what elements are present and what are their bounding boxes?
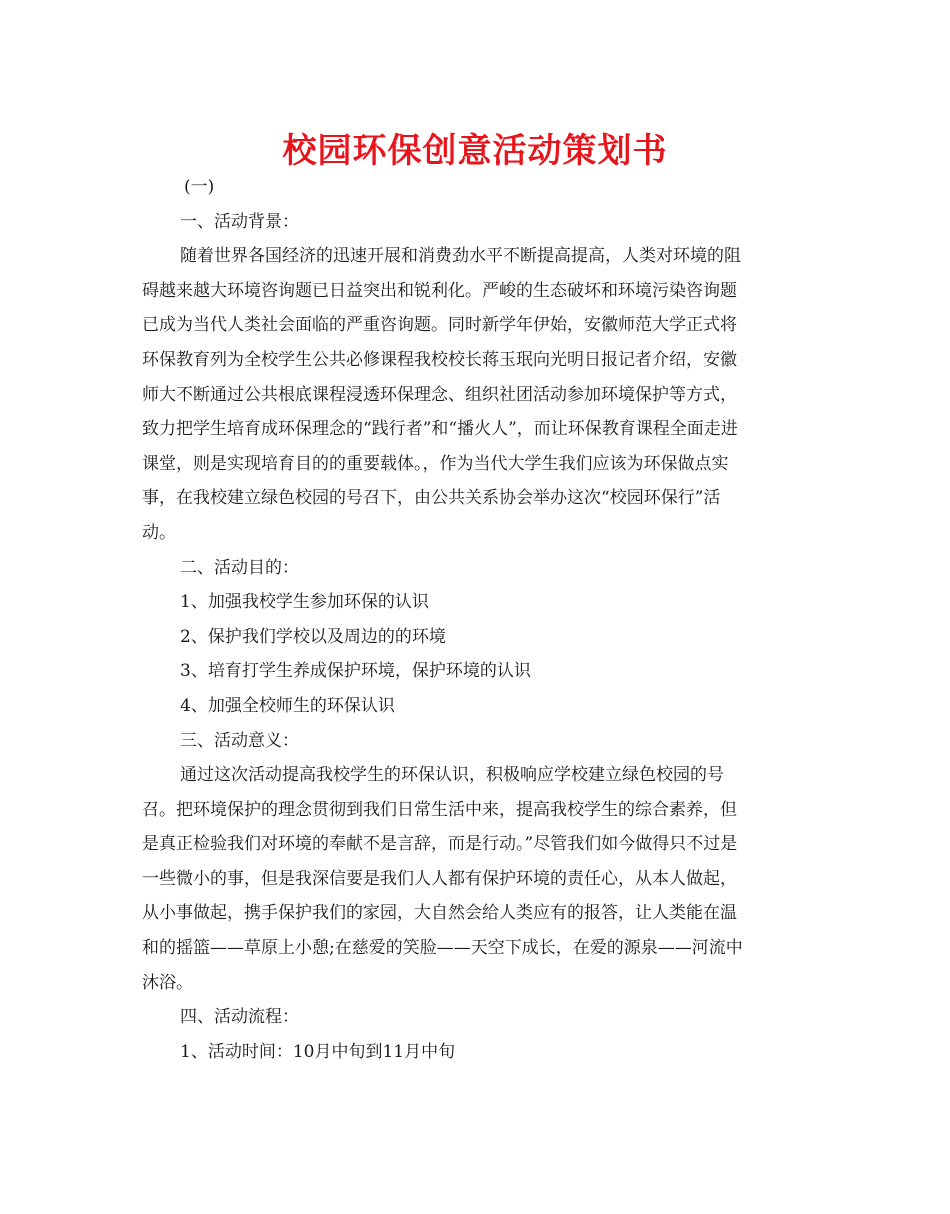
document-body	[142, 170, 810, 1069]
section-marker: (一)	[184, 177, 215, 197]
paragraph-line: 通过这次活动提高我校学生的环保认识，积极响应学校建立绿色校园的号	[180, 765, 724, 786]
heading-purpose: 二、活动目的：	[180, 557, 299, 578]
paragraph-line: 是真正检验我们对环境的奉献不是言辞，而是行动。”尽管我们如今做得只不过是	[142, 834, 738, 855]
paragraph-line: 已成为当代人类社会面临的严重咨询题。同时新学年伊始，安徽师范大学正式将	[142, 315, 737, 336]
paragraph-line: 一些微小的事，但是我深信要是我们人人都有保护环境的责任心，从本人做起，	[142, 868, 737, 889]
paragraph-line: 师大不断通过公共根底课程浸透环保理念、组织社团活动参加环境保护等方式，	[142, 384, 737, 405]
list-item: 3、培育打学生养成保护环境，保护环境的认识	[180, 661, 531, 682]
paragraph-line: 从小事做起，携手保护我们的家园，大自然会给人类应有的报答，让人类能在温	[142, 903, 737, 924]
paragraph-line: 课堂，则是实现培育目的的重要载体。，作为当代大学生我们应该为环保做点实	[142, 453, 729, 474]
list-item: 4、加强全校师生的环保认识	[180, 695, 395, 716]
heading-significance: 三、活动意义：	[180, 730, 299, 751]
heading-process: 四、活动流程：	[180, 1007, 299, 1028]
list-item: 1、加强我校学生参加环保的认识	[180, 592, 429, 613]
list-item: 2、保护我们学校以及周边的的环境	[180, 626, 446, 647]
paragraph-line: 沐浴。	[142, 972, 193, 993]
paragraph-line: 召。把环境保护的理念贯彻到我们日常生活中来，提高我校学生的综合素养，但	[142, 799, 737, 820]
list-item: 1、活动时间：10月中旬到11月中旬	[180, 1041, 456, 1062]
paragraph-line: 碍越来越大环境咨询题已日益突出和锐利化。严峻的生态破坏和环境污染咨询题	[142, 280, 737, 301]
document-title: 校园环保创意活动策划书	[282, 131, 668, 171]
paragraph-line: 致力把学生培育成环保理念的“践行者”和“播火人”，而让环保教育课程全面走进	[142, 419, 738, 440]
paragraph-line: 和的摇篮——草原上小憩;在慈爱的笑脸——天空下成长，在爱的源泉——河流中	[142, 938, 743, 959]
paragraph-line: 事，在我校建立绿色校园的号召下，由公共关系协会举办这次“校园环保行”活	[142, 488, 721, 509]
paragraph-line: 动。	[142, 522, 176, 543]
heading-background: 一、活动背景：	[180, 211, 299, 232]
paragraph-line: 环保教育列为全校学生公共必修课程我校校长蒋玉珉向光明日报记者介绍，安徽	[142, 349, 737, 370]
paragraph-line: 随着世界各国经济的迅速开展和消费劲水平不断提高提高，人类对环境的阻	[180, 246, 741, 267]
